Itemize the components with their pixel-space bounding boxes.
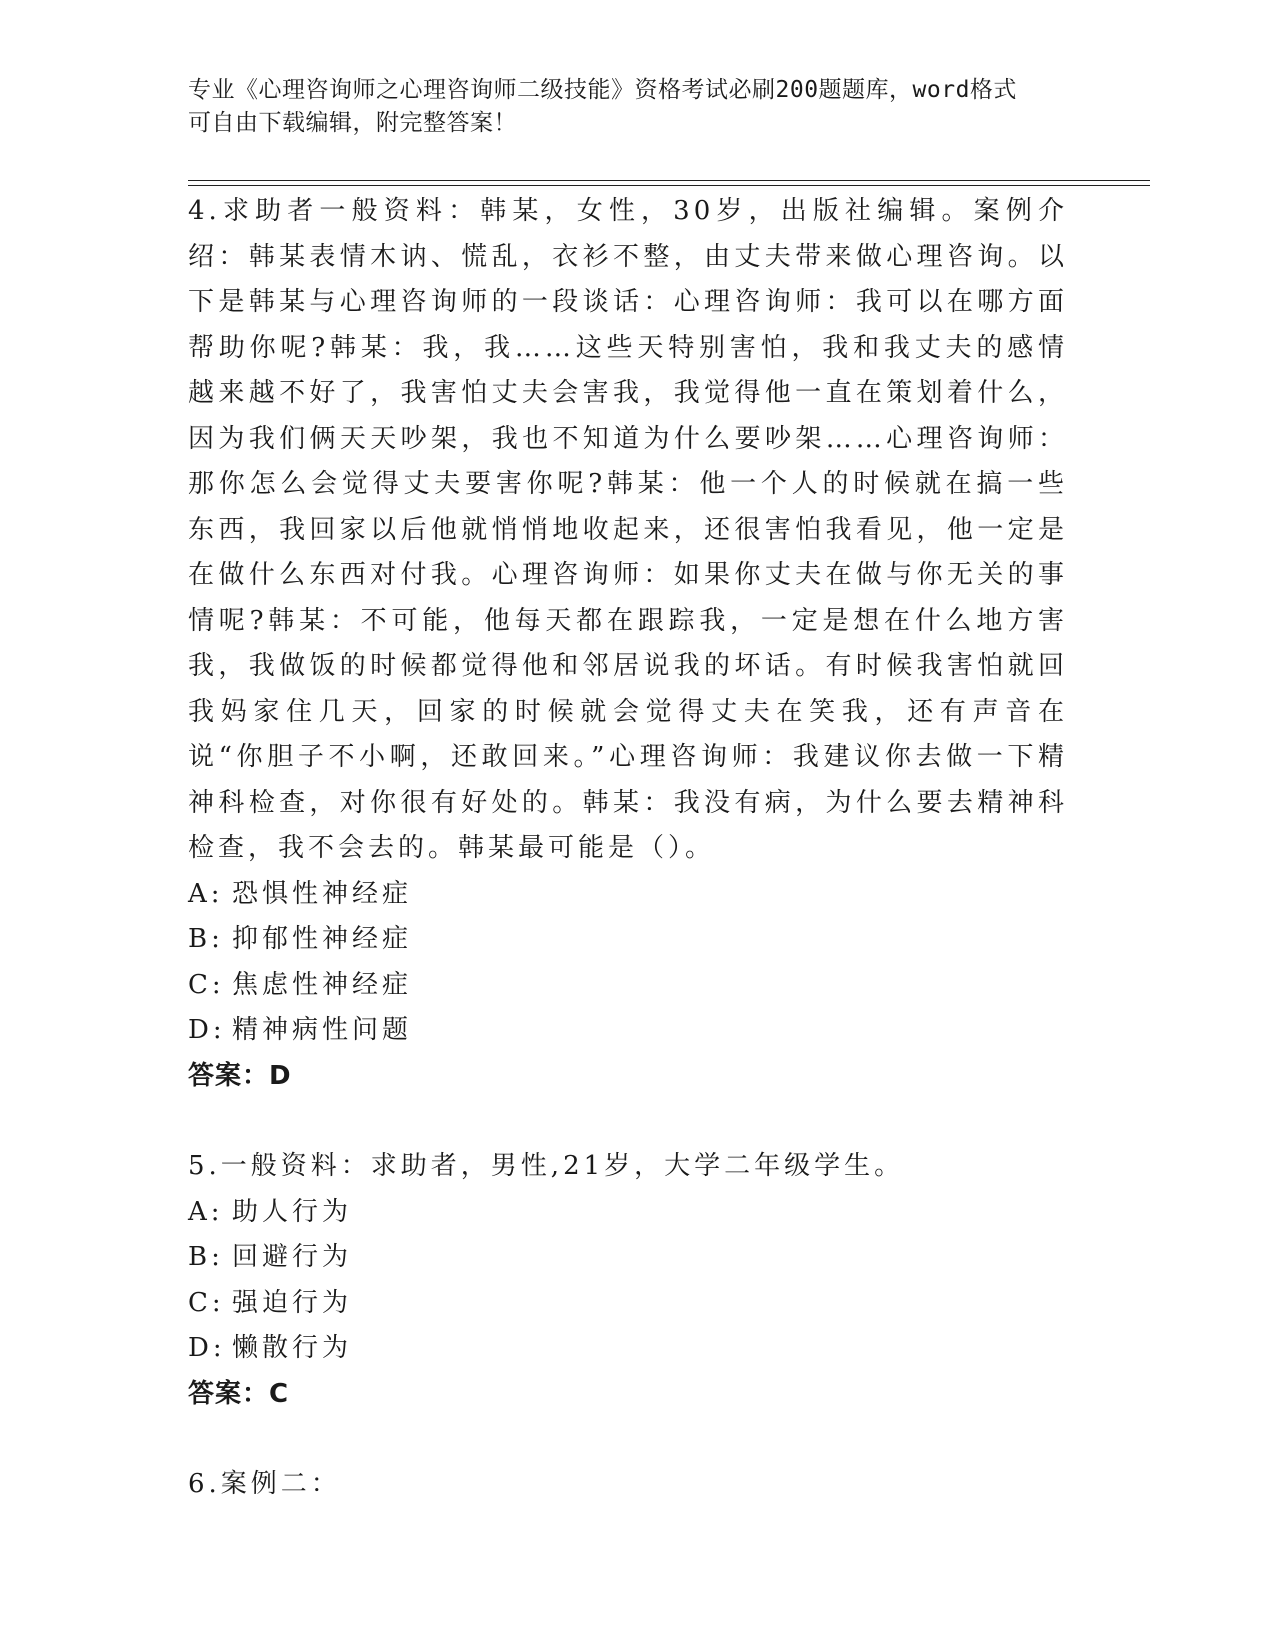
option-text: 回避行为 — [232, 1242, 353, 1272]
option-d — [188, 1326, 1068, 1372]
question-stem: 4.求助者一般资料：韩某，女性，30岁，出版社编辑。案例介绍：韩某表情木讷、慌乱，衣衫不整，由丈夫带来做心理咨询。以下是韩某与心理咨询师的一段谈话：心理咨询师：我可以在哪方面帮助你呢?韩某：我，我……这些天特别害怕，我和我丈夫的感情越来越不好了，我害怕丈夫会害我，我觉得他一直在策划着什么，因为我们俩天天吵架，我也不知道为什么要吵架……心理咨询师：那你怎么会觉得丈夫要害你呢?韩某：他一个人的时候就在搞一些东西，我回家以后他就悄悄地收起来，还很害怕我看见，他一定是在做什么东西对付我。心理咨询师：如果你丈夫在做与你无关的事情呢?韩某：不可能，他每天都在跟踪我，一定是想在什么地方害我，我做饭的时候都觉得他和邻居说我的坏话。有时候我害怕就回我妈家住几天，回家的时候就会觉得丈夫在笑我，还有声音在说“你胆子不小啊，还敢回来。”心理咨询师：我建议你去做一下精神科检查，对你很有好处的。韩某：我没有病，为什么要去精神科检查，我不会去的。韩某最可能是（）。 — [188, 196, 1068, 863]
option-key: A: — [188, 1196, 224, 1227]
option-text: 助人行为 — [232, 1196, 353, 1227]
option-text: 焦虑性神经症 — [232, 969, 413, 1000]
option-text: 精神病性问题 — [232, 1015, 413, 1045]
header-rule-thick — [188, 180, 1150, 181]
option-text: 强迫行为 — [232, 1287, 353, 1318]
spacer — [188, 1417, 1068, 1462]
option-b — [188, 1235, 1068, 1281]
option-text: 懒散行为 — [232, 1333, 353, 1363]
option-text: 抑郁性神经症 — [232, 924, 413, 954]
option-key: C: — [188, 1287, 225, 1318]
spacer — [188, 1099, 1068, 1144]
question-list — [188, 189, 1068, 1508]
question-item — [188, 1144, 1068, 1417]
header-line-2: 可自由下载编辑，附完整答案！ — [188, 110, 517, 136]
question-stem: 5.一般资料：求助者，男性,21岁，大学二年级学生。 — [188, 1151, 905, 1181]
question-item — [188, 1462, 1068, 1508]
option-key: B: — [188, 924, 224, 954]
option-key: D: — [188, 1333, 226, 1363]
question-item — [188, 189, 1068, 1099]
header-rule-thin — [188, 185, 1150, 186]
header-line-1: 专业《心理咨询师之心理咨询师二级技能》资格考试必刷200题题库，word格式 — [188, 77, 1017, 103]
option-c — [188, 963, 1068, 1009]
option-key: B: — [188, 1242, 224, 1272]
option-d — [188, 1008, 1068, 1054]
option-c — [188, 1281, 1068, 1327]
answer-line: 答案：C — [188, 1378, 290, 1409]
option-text: 恐惧性神经症 — [232, 878, 413, 909]
question-stem: 6.案例二： — [188, 1469, 341, 1499]
option-key: D: — [188, 1015, 226, 1045]
option-key: A: — [188, 878, 224, 909]
option-a — [188, 872, 1068, 918]
document-header — [188, 74, 1068, 140]
option-key: C: — [188, 969, 225, 1000]
answer-line: 答案：D — [188, 1060, 292, 1091]
option-b — [188, 917, 1068, 963]
option-a — [188, 1190, 1068, 1236]
